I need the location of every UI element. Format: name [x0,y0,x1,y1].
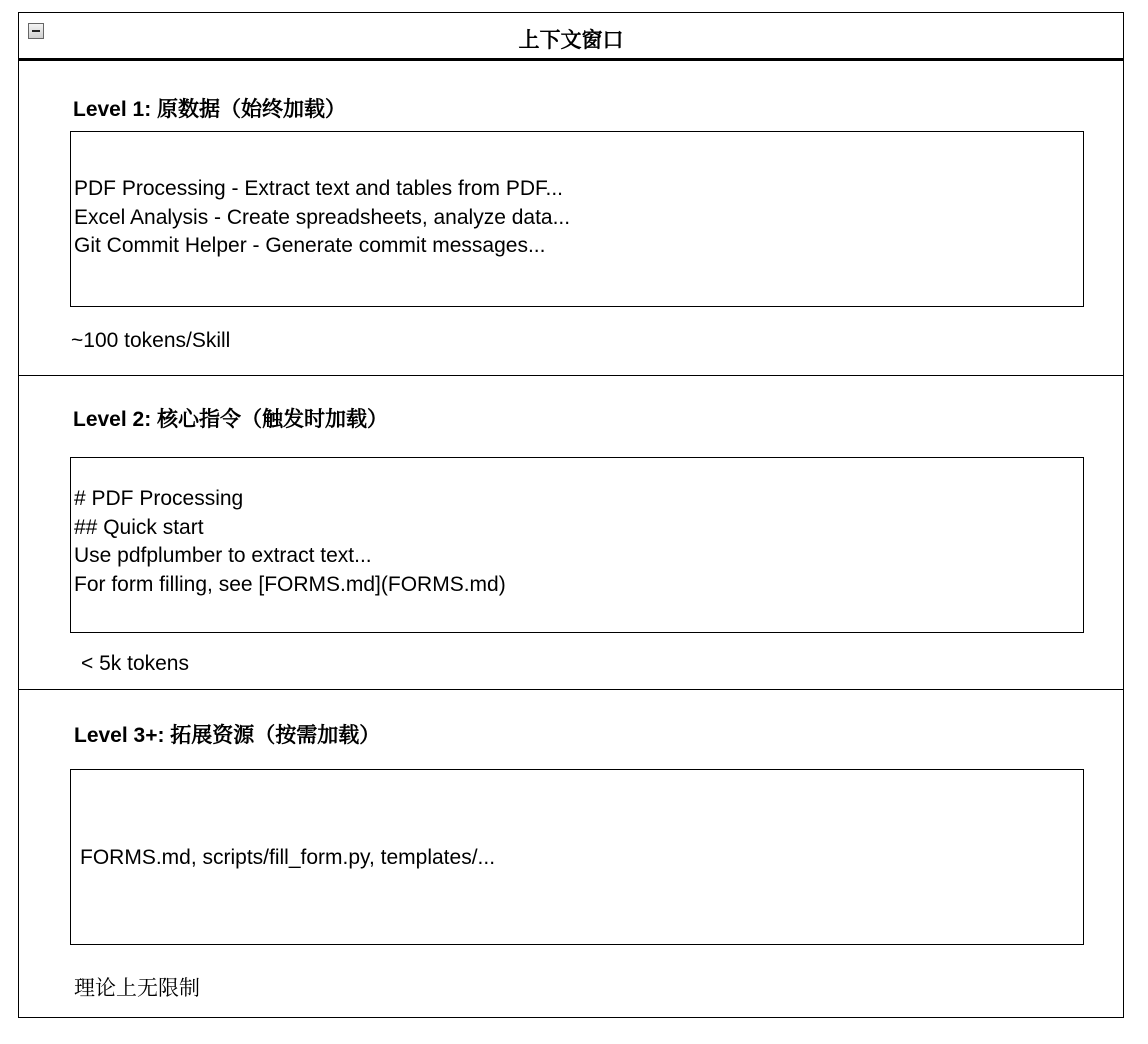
content-line: Excel Analysis - Create spreadsheets, analyze data... [74,205,571,229]
content-box [70,769,1084,945]
window-titlebar [19,13,1123,61]
section-level-2 [19,375,1123,690]
section-level-3 [19,689,1123,1017]
content-box [70,457,1084,633]
content-line: # PDF Processing [74,487,244,510]
content-lines [74,175,570,261]
content-line: ## Quick start [74,515,204,539]
section-heading: Level 1: 原数据（始终加载） [73,98,347,121]
content-line: PDF Processing - Extract text and tables from PDF... [74,177,563,200]
token-note: ~100 tokens/Skill [71,329,231,352]
context-window-container [18,12,1124,1018]
content-line: FORMS.md, scripts/fill_form.py, templates/... [80,846,496,869]
content-line: For form filling, see [FORMS.md](FORMS.md) [74,573,506,597]
content-lines [74,485,506,600]
content-box [70,131,1084,307]
token-note: 理论上无限制 [74,976,200,1000]
token-note: < 5k tokens [81,652,189,675]
window-title: 上下文窗口 [518,28,624,52]
section-heading: Level 2: 核心指令（触发时加载） [73,408,389,431]
section-heading: Level 3+: 拓展资源（按需加载） [74,724,381,747]
section-level-1 [19,61,1123,376]
content-line: Use pdfplumber to extract text... [74,544,372,568]
content-lines [80,844,495,873]
content-line: Git Commit Helper - Generate commit messages... [74,234,546,258]
